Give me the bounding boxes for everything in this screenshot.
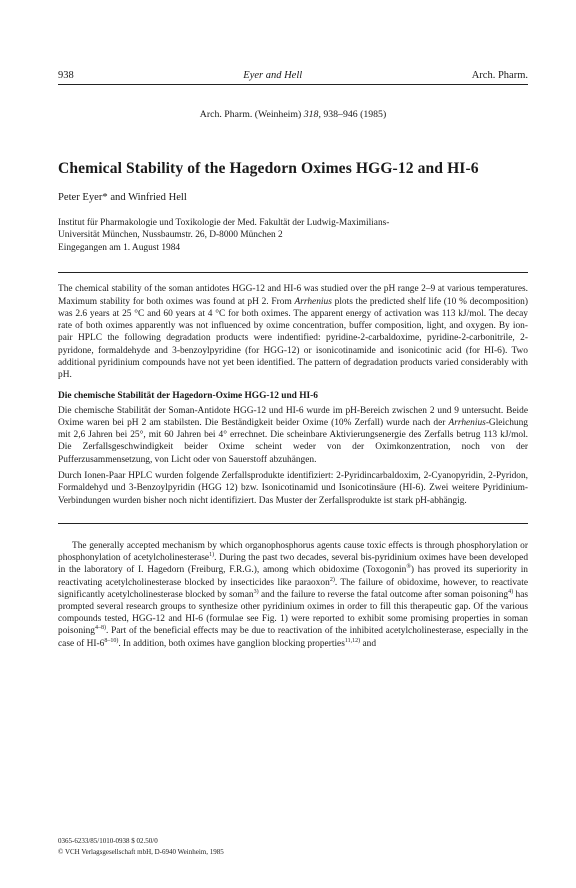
paper-title: Chemical Stability of the Hagedorn Oximes HGG-12 and HI-6 [58, 160, 479, 177]
affiliation-line-1: Institut für Pharmakologie und Toxikologie der Med. Fakultät der Ludwig-Maximilians- [58, 218, 390, 228]
reference-1: 1) [209, 552, 215, 559]
citation-prefix: Arch. Pharm. (Weinheim) [199, 109, 302, 120]
body-text-9: and [360, 638, 377, 649]
registered-mark: ® [406, 564, 411, 571]
reference-3: 3) [253, 588, 259, 595]
reference-2: 2) [329, 576, 335, 583]
introduction-paragraph [58, 540, 528, 650]
english-abstract [58, 283, 528, 381]
citation-volume: 318, [303, 109, 321, 120]
running-head [58, 70, 528, 85]
abstract-italic-term: Arrhenius [294, 296, 332, 307]
article-code: 0365-6233/85/1010-0938 $ 02.50/0 [58, 837, 158, 845]
reference-6: 8–10) [104, 637, 119, 644]
german-abstract-paragraph-2: Durch Ionen-Paar HPLC wurden folgende Zerfallsprodukte identifiziert: 2-Pyridincarbaldoxim, 2-Cyanopyridin, 2-Pyridon, Formaldehyd und 3-Benzoylpyridin (HGG 12) bzw. Isonicotinamid und Isonicotinsäure (HI-6). Zwei weitere Pyridinium-Verbindungen wurden bisher noch nicht identifiziert. Das Muster der Zerfallsprodukte ist stark pH-abhängig. [58, 471, 528, 506]
body-text-5: and the failure to reverse the fatal outcome after soman poisoning [258, 589, 509, 600]
german-abstract-heading: Die chemische Stabilität der Hagedorn-Oxime HGG-12 und HI-6 [58, 390, 318, 401]
reference-4: 4) [508, 588, 514, 595]
body-text-8: . In addition, both oximes have ganglion blocking properties [118, 638, 345, 649]
affiliation [58, 217, 528, 254]
affiliation-line-2: Universität München, Nussbaumstr. 26, D-8000 München 2 [58, 230, 283, 241]
body-text-1: The generally accepted mechanism by which organophosphorus agents cause toxic effects is through phosphorylation or phosphonylation of acetylcholinesterase [58, 540, 528, 564]
abstract-text-2: plots the predicted shelf life (10 % decomposition) was 2.6 years at 25 °C and 60 years at 4 °C for both oximes. The apparent energy of activation was 113 kJ/mol. The decay rate of both oximes apparently was not influenced by oxime concentration, buffer composition, light, and oxygen. By ion-pair HPLC the following degradation products were indentified: pyridine-2-carbaldoxime, pyridine-2-carbonitrile, 2-pyridone, formaldehyde and 3-benzoylpyridine (for HGG-12) or isonicotinamide and isonicotinic acid (for HI-6). Two additional pyridinium compounds have not yet been identified. The pattern of degradation products varied considerably with pH. [58, 296, 528, 381]
german-text-1b: -Gleichung mit 2,6 Jahren bei 25°, mit 60 Jahren bei 4° errechnet. Die scheinbare Aktivierungsenergie des Zerfalls betrug 113 kJ/mol. Die Zerfallsgeschwindigkeit beider Oxime scheint weder von der Oximkonzentration, noch von der Pufferzusammensetzung, von Licht oder von Sauerstoff abzuhängen. [58, 417, 528, 465]
german-text-1a: Die chemische Stabilität der Soman-Antidote HGG-12 und HI-6 wurde im pH-Bereich zwischen 2 und 9 untersucht. Beide Oxime waren bei pH 2 am stabilsten. Die Beständigkeit beider Oxime (10% Zerfall) wurde nach der [58, 405, 528, 428]
abstract-top-rule [58, 272, 528, 273]
citation-line [58, 109, 528, 120]
body-text-7: . Part of the beneficial effects may be due to reactivation of the inhibited acetylcholinesterase, especially in the case of HI-6 [58, 626, 528, 649]
german-italic-term: Arrhenius [448, 417, 486, 428]
body-text-6: has prompted several research groups to synthesize other pyridinium oximes in order to fill this therapeutic gap. Of the various compounds tested, HGG-12 and HI-6 (formulae see Fig. 1) were reported to exhibit some promising properties in soman poisoning [58, 589, 528, 637]
abstract-text-1: The chemical stability of the soman antidotes HGG-12 and HI-6 was studied over the pH range 2–9 at various temperatures. Maximum stability for both oximes was found at pH 2. From [58, 284, 528, 307]
publisher-notice: © VCH Verlagsgesellschaft mbH, D-6940 Weinheim, 1985 [58, 848, 224, 856]
body-text-2: . During the past two decades, several bis-pyridinium oximes have been developed in the laboratory of I. Hagedorn (Freiburg, F.R.G.), among which obidoxime (Toxogonin [58, 553, 529, 576]
abstract-bottom-rule [58, 523, 528, 524]
running-head-journal: Arch. Pharm. [471, 70, 528, 81]
reference-7: 11,12) [344, 637, 361, 644]
journal-page [58, 70, 528, 650]
body-text-3: ) has proved its superiority in reactivating acetylcholinesterase blocked by insecticides like paraoxon [58, 565, 528, 588]
german-abstract-paragraph-1 [58, 405, 528, 466]
received-date: Eingegangen am 1. August 1984 [58, 242, 181, 253]
body-text-4: . The failure of obidoxime, however, to reactivate significantly acetylcholinesterase blocked by soman [58, 577, 528, 600]
reference-5: 4–8) [94, 625, 106, 632]
page-footer [58, 836, 528, 858]
citation-pages: 938–946 (1985) [323, 109, 387, 120]
page-number: 938 [58, 70, 74, 81]
author-list: Peter Eyer* and Winfried Hell [58, 192, 187, 203]
running-head-authors: Eyer and Hell [243, 70, 303, 81]
